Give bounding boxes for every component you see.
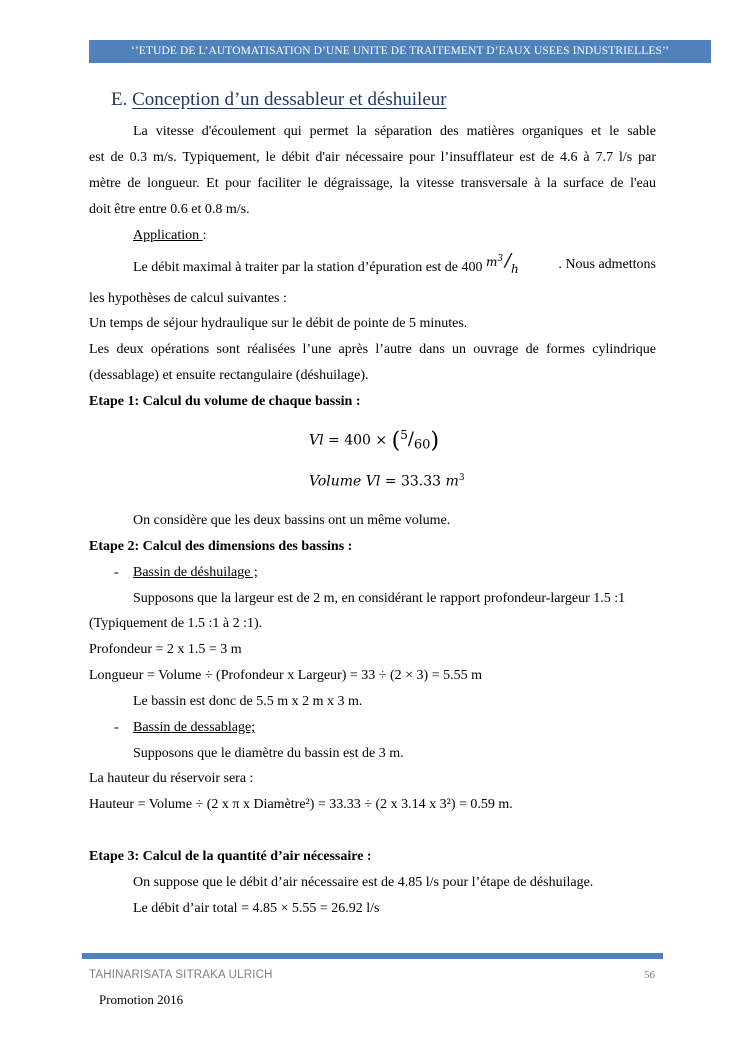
dessablage-line-1: Supposons que le diamètre du bassin est de 3 m.	[133, 746, 404, 761]
application-line-3: Un temps de séjour hydraulique sur le débit de pointe de 5 minutes.	[89, 316, 468, 331]
deshuilage-line-5: Le bassin est donc de 5.5 m x 2 m x 3 m.	[133, 694, 363, 709]
etape-1-note: On considère que les deux bassins ont un même volume.	[133, 513, 451, 528]
bullet-dash: -	[114, 565, 119, 580]
section-title	[111, 89, 447, 111]
deshuilage-line-3: Profondeur = 2 x 1.5 = 3 m	[89, 642, 242, 657]
page-number: 56	[644, 969, 655, 981]
application-line-5: (dessablage) et ensuite rectangulaire (déshuilage).	[89, 368, 369, 383]
deshuilage-line-1: Supposons que la largeur est de 2 m, en considérant le rapport profondeur-largeur 1.5 :1	[133, 591, 626, 606]
etape-3-line-1: On suppose que le débit d’air nécessaire est de 4.85 l/s pour l’étape de déshuilage.	[133, 875, 594, 890]
dessablage-label: Bassin de dessablage;	[133, 720, 256, 735]
dessablage-line-2: La hauteur du réservoir sera :	[89, 771, 254, 786]
deshuilage-line-2: (Typiquement de 1.5 :1 à 2 :1).	[89, 616, 263, 631]
equation-volume: $Vl = 400 \times (^5/_{60})$	[309, 428, 440, 454]
dessablage-line-3: Hauteur = Volume ÷ (2 x π x Diamètre²) = 33.33 ÷ (2 x 3.14 x 3²) = 0.59 m.	[89, 797, 513, 812]
application-label: Application :	[133, 228, 207, 243]
application-line-1: Le débit maximal à traiter par la station d’épuration est de 400 $m^3$ / h . Nous admettons	[133, 250, 656, 276]
intro-line-4: doit être entre 0.6 et 0.8 m/s.	[89, 202, 250, 217]
etape-2-title: Etape 2: Calcul des dimensions des bassins :	[89, 539, 353, 554]
intro-line-2: est de 0.3 m/s. Typiquement, le débit d'air nécessaire pour l’insufflateur est de 4.6 à 7.7 l/s par	[89, 150, 656, 165]
deshuilage-line-4: Longueur = Volume ÷ (Profondeur x Largeur) = 33 ÷ (2 × 3) = 5.55 m	[89, 668, 482, 683]
application-line-2: les hypothèses de calcul suivantes :	[89, 291, 287, 306]
footer-divider	[82, 953, 663, 959]
equation-volume-result: Volume Vl = 33.33 $m^3$	[309, 473, 465, 490]
etape-3-line-2: Le débit d’air total = 4.85 × 5.55 = 26.92 l/s	[133, 901, 380, 916]
footer-author: TAHINARISATA SITRAKA ULRICH	[89, 969, 273, 981]
application-line-4: Les deux opérations sont réalisées l’une après l’autre dans un ouvrage de formes cylindrique	[89, 342, 656, 357]
unit-fraction: $m^3$ / h	[486, 250, 519, 276]
intro-line-3: mètre de longueur. Et pour faciliter le dégraissage, la vitesse transversale à la surface de l'eau	[89, 176, 656, 191]
deshuilage-label: Bassin de déshuilage ;	[133, 565, 258, 580]
bullet-dash: -	[114, 720, 119, 735]
etape-3-title: Etape 3: Calcul de la quantité d’air nécessaire :	[89, 849, 372, 864]
running-header: ‘’ETUDE DE L’AUTOMATISATION D’UNE UNITE DE TRAITEMENT D’EAUX USEES INDUSTRIELLES’’	[89, 40, 711, 63]
section-number: E.	[111, 89, 128, 110]
etape-1-title: Etape 1: Calcul du volume de chaque bassin :	[89, 394, 361, 409]
footer-promotion: Promotion 2016	[99, 992, 184, 1007]
section-heading: Conception d’un dessableur et déshuileur	[132, 89, 447, 110]
intro-line-1: La vitesse d'écoulement qui permet la séparation des matières organiques et le sable	[133, 124, 656, 139]
